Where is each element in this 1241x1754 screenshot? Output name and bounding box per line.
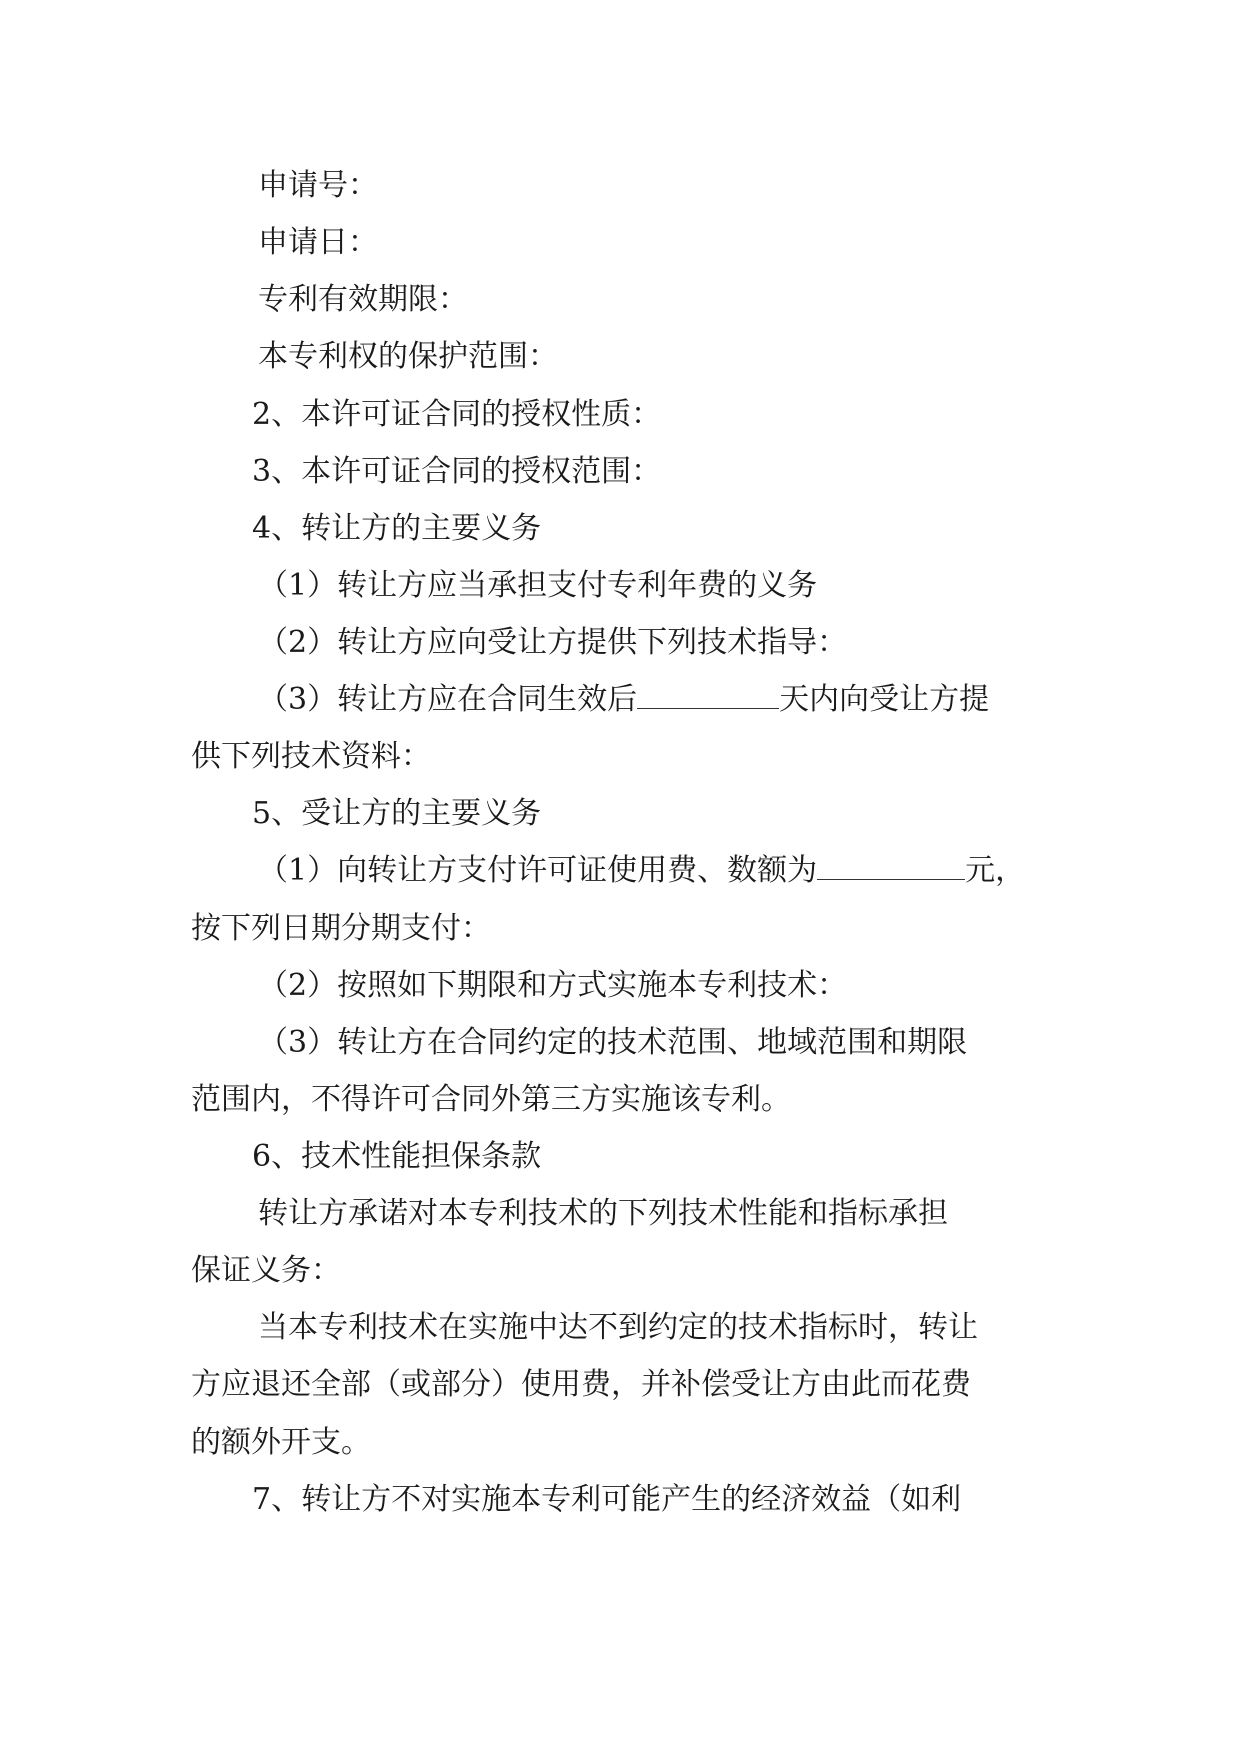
- clause-4-item-2: （2）转让方应向受让方提供下列技术指导：: [258, 625, 848, 660]
- clause-4-item-3-text-cont: 天内向受让方提: [779, 682, 990, 717]
- clause-7-line-1: 7、转让方不对实施本专利可能产生的经济效益（如利: [252, 1482, 962, 1517]
- clause-5-item-1-line-1: [258, 851, 1025, 891]
- clause-5-item-2: （2）按照如下期限和方式实施本专利技术：: [258, 968, 848, 1003]
- clause-4-heading: 4、转让方的主要义务: [252, 511, 542, 546]
- clause-2-line: 2、本许可证合同的授权性质：: [252, 397, 662, 432]
- clause-5-item-1-unit: 元，: [965, 853, 1026, 888]
- amount-blank-field[interactable]: [817, 853, 965, 880]
- clause-5-heading: 5、受让方的主要义务: [252, 796, 542, 831]
- clause-5-item-3-line-1: （3）转让方在合同约定的技术范围、地域范围和期限: [258, 1025, 968, 1060]
- clause-4-item-1: （1）转让方应当承担支付专利年费的义务: [258, 568, 818, 603]
- clause-5-item-1-line-2: 按下列日期分期支付：: [191, 911, 491, 946]
- days-blank-field[interactable]: [637, 682, 779, 709]
- clause-5-item-1-text: （1）向转让方支付许可证使用费、数额为: [258, 853, 818, 888]
- application-number-label: 申请号：: [258, 168, 378, 203]
- clause-4-item-3-line-1: [258, 680, 989, 720]
- patent-validity-label: 专利有效期限：: [258, 282, 468, 317]
- clause-6-paragraph-2-line-2: 方应退还全部（或部分）使用费，并补偿受让方由此而花费: [191, 1367, 971, 1402]
- clause-6-heading: 6、技术性能担保条款: [252, 1139, 542, 1174]
- clause-6-paragraph-2-line-1: 当本专利技术在实施中达不到约定的技术指标时，转让: [258, 1310, 978, 1345]
- protection-scope-label: 本专利权的保护范围：: [258, 339, 558, 374]
- clause-4-item-3-line-2: 供下列技术资料：: [191, 739, 431, 774]
- clause-5-item-3-line-2: 范围内，不得许可合同外第三方实施该专利。: [191, 1082, 791, 1117]
- clause-3-line: 3、本许可证合同的授权范围：: [252, 454, 662, 489]
- clause-6-paragraph-2-line-3: 的额外开支。: [191, 1425, 371, 1460]
- application-date-label: 申请日：: [258, 225, 378, 260]
- clause-6-paragraph-1-line-2: 保证义务：: [191, 1253, 341, 1288]
- clause-6-paragraph-1-line-1: 转让方承诺对本专利技术的下列技术性能和指标承担: [258, 1196, 948, 1231]
- clause-4-item-3-text: （3）转让方应在合同生效后: [258, 682, 638, 717]
